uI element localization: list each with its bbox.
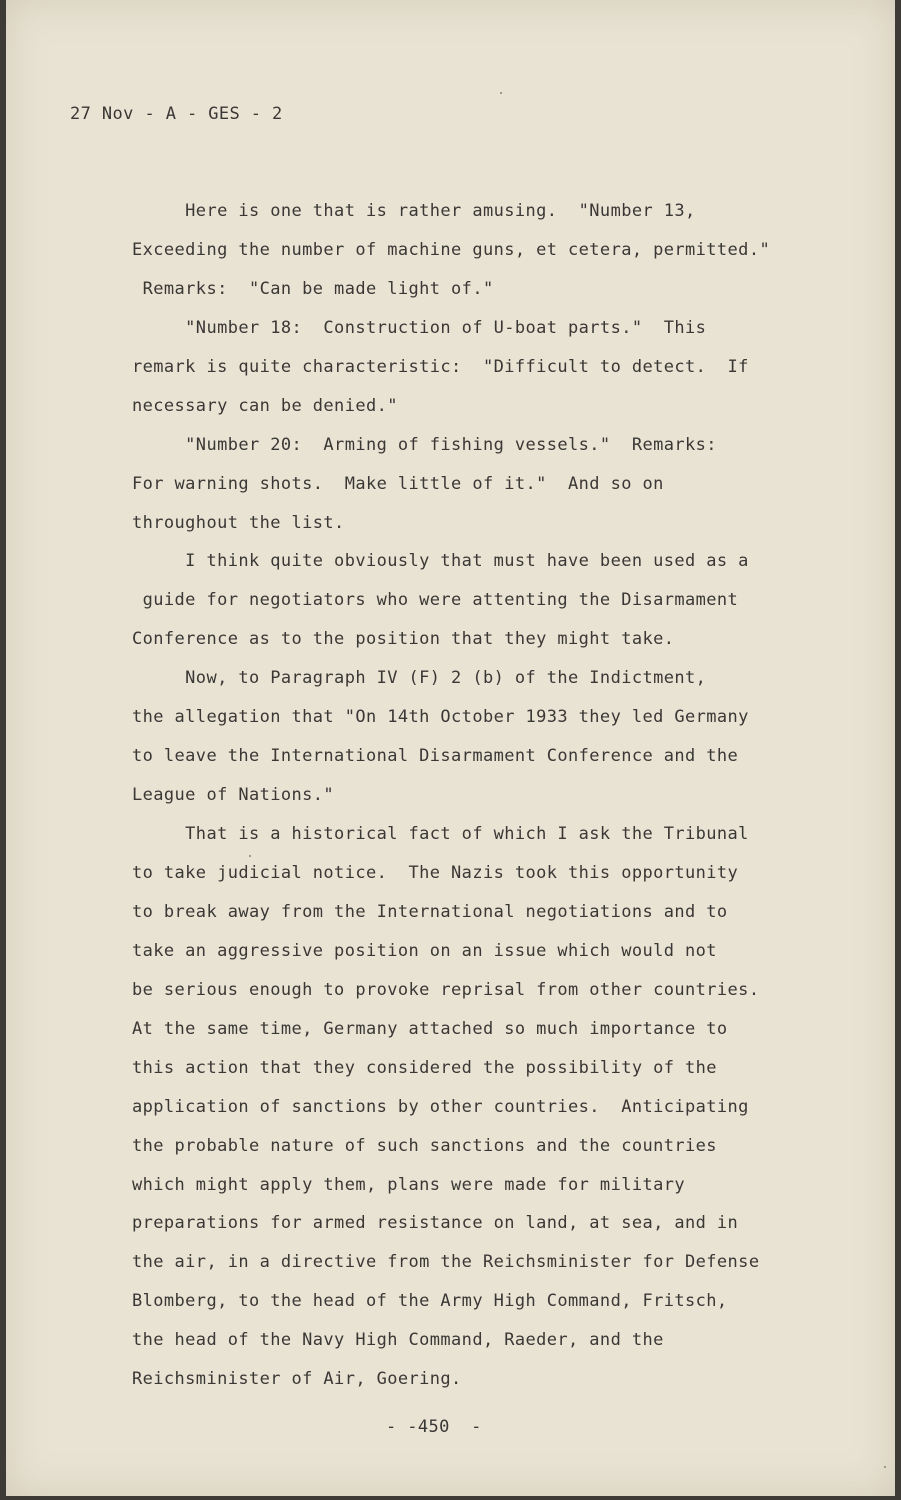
text-line: remark is quite characteristic: "Difficult to detect. If: [132, 357, 749, 377]
document-page: [6, 0, 895, 1496]
text-line: Exceeding the number of machine guns, et cetera, permitted.": [132, 240, 771, 260]
text-line: Reichsminister of Air, Goering.: [132, 1369, 462, 1389]
document-header: 27 Nov - A - GES - 2: [70, 104, 283, 124]
text-line: For warning shots. Make little of it." And so on: [132, 474, 664, 494]
text-line: Conference as to the position that they might take.: [132, 629, 675, 649]
text-line: guide for negotiators who were attenting the Disarmament: [132, 590, 739, 610]
text-line: to break away from the International negotiations and to: [132, 902, 728, 922]
paper-speck: [884, 1466, 886, 1468]
text-line: which might apply them, plans were made for military: [132, 1175, 686, 1195]
text-line: League of Nations.": [132, 785, 335, 805]
text-line: "Number 20: Arming of fishing vessels." Remarks:: [132, 435, 717, 455]
text-line: the probable nature of such sanctions and the countries: [132, 1136, 717, 1156]
paper-speck: [249, 855, 251, 857]
text-line: I think quite obviously that must have been used as a: [132, 551, 749, 571]
text-line: That is a historical fact of which I ask the Tribunal: [132, 824, 749, 844]
text-line: At the same time, Germany attached so much importance to: [132, 1019, 728, 1039]
paper-speck: [500, 92, 502, 94]
text-line: the allegation that "On 14th October 1933 they led Germany: [132, 707, 749, 727]
text-line: "Number 18: Construction of U-boat parts." This: [132, 318, 707, 338]
text-line: take an aggressive position on an issue which would not: [132, 941, 717, 961]
text-line: to take judicial notice. The Nazis took this opportunity: [132, 863, 739, 883]
text-line: Remarks: "Can be made light of.": [132, 279, 494, 299]
page-number: - -450 -: [386, 1417, 482, 1437]
text-line: the air, in a directive from the Reichsminister for Defense: [132, 1252, 760, 1272]
text-line: this action that they considered the possibility of the: [132, 1058, 717, 1078]
text-line: Here is one that is rather amusing. "Number 13,: [132, 201, 696, 221]
text-line: Blomberg, to the head of the Army High Command, Fritsch,: [132, 1291, 728, 1311]
text-line: the head of the Navy High Command, Raeder, and the: [132, 1330, 664, 1350]
text-line: Now, to Paragraph IV (F) 2 (b) of the Indictment,: [132, 668, 707, 688]
text-line: to leave the International Disarmament Conference and the: [132, 746, 739, 766]
text-line: throughout the list.: [132, 513, 345, 533]
text-line: application of sanctions by other countries. Anticipating: [132, 1097, 749, 1117]
text-line: necessary can be denied.": [132, 396, 398, 416]
text-line: preparations for armed resistance on land, at sea, and in: [132, 1213, 739, 1233]
text-line: be serious enough to provoke reprisal from other countries.: [132, 980, 760, 1000]
